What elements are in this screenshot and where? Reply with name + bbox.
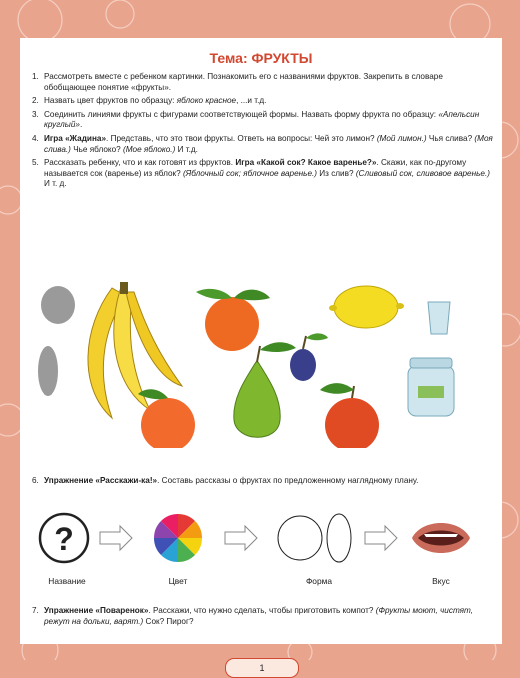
label-shape: Форма [305, 576, 333, 586]
peach-icon [138, 389, 195, 448]
mouth-icon [412, 523, 470, 553]
story-plan-row [20, 508, 502, 578]
task-7 [32, 606, 492, 627]
question-mark: ? [54, 521, 74, 557]
text-segment: Игра «Жадина» [44, 133, 107, 143]
text-segment: . Составь рассказы о фруктах по предложенному наглядному плану. [157, 476, 419, 485]
text-segment: (Фрукты моют, чистят, режут на дольки, варят.) [44, 606, 474, 626]
task-number: 2. [32, 96, 39, 106]
label-name: Название [48, 576, 86, 586]
text-segment: , ...и т.д. [236, 96, 267, 106]
text-segment: (Яблочный сок; яблочное варенье.) [182, 168, 317, 178]
glass-icon [428, 302, 450, 334]
label-color: Цвет [168, 576, 188, 586]
text-segment: Назвать цвет фруктов по образцу: [44, 96, 177, 106]
color-wheel-icon [154, 514, 202, 562]
page-number: 1 [225, 658, 299, 678]
text-segment: яблоко красное [176, 96, 237, 106]
orange-icon [196, 289, 270, 351]
plum-icon [290, 333, 328, 381]
label-taste: Вкус [432, 576, 450, 586]
task-text [44, 72, 494, 93]
text-segment: Рассказать ребенку, что и как готовят из фруктов. [44, 158, 236, 168]
text-segment: Из слив? [317, 168, 356, 178]
text-segment: . Скажи, как по-другому называется сок (варенье) из яблок? [44, 158, 467, 178]
task-list [32, 72, 494, 193]
task-text [44, 96, 494, 107]
task-text [44, 134, 494, 155]
worksheet-page [20, 38, 502, 673]
text-segment: (Сливовый сок, сливовое варенье.) [355, 168, 490, 178]
task-text [44, 110, 494, 131]
apple-icon [320, 383, 379, 448]
oval-shape-icon [327, 514, 351, 562]
circle-shape-icon [278, 516, 322, 560]
task-6 [32, 476, 492, 487]
task-number: 4. [32, 133, 39, 143]
text-segment: (Мой лимон.) [376, 133, 427, 143]
page-title: Тема: ФРУКТЫ [209, 50, 313, 66]
arrow-icon [100, 526, 397, 550]
gray-circle-shape [41, 286, 75, 324]
text-segment: (Мое яблоко.) [122, 144, 176, 154]
task-text [44, 476, 492, 487]
lemon-icon [329, 286, 404, 328]
text-segment: Сок? Пирог? [143, 616, 194, 626]
text-segment: Чья слива? [426, 133, 475, 143]
fruit-illustrations [20, 238, 502, 448]
task-item [32, 134, 494, 155]
text-segment: И т.д. [175, 144, 198, 154]
text-segment: (Моя слива.) [44, 133, 493, 154]
task-item [32, 72, 494, 93]
task-number: 6. [32, 476, 39, 485]
task-number: 7. [32, 606, 39, 615]
task-number: 1. [32, 72, 39, 81]
text-segment: Игра «Какой сок? Какое варенье?» [235, 158, 377, 168]
gray-oval-shape [38, 346, 58, 396]
pear-icon [234, 342, 296, 437]
text-segment: . Расскажи, что нужно сделать, чтобы приготовить компот? [148, 606, 376, 615]
task-item [32, 96, 494, 107]
text-segment: . [79, 120, 83, 130]
text-segment: Соединить линиями фрукты с фигурами соответствующей формы. Назвать форму фрукта по образцу: [44, 109, 439, 119]
text-segment: . Представь, что это твои фрукты. Ответь на вопросы: Чей это лимон? [106, 133, 377, 143]
task-item [32, 158, 494, 190]
task-item [32, 110, 494, 131]
jar-icon [408, 358, 454, 416]
text-segment: Упражнение «Расскажи-ка!» [44, 476, 158, 485]
task-text [44, 606, 492, 627]
task-number: 3. [32, 109, 39, 119]
text-segment: И т. д. [44, 179, 67, 189]
banana-icon [88, 282, 182, 418]
text-segment: Упражнение «Поваренок» [44, 606, 149, 615]
text-segment: Рассмотреть вместе с ребенком картинки. Познакомить его с названиями фруктов. Закрепить в словаре обобщающее понятие «фрукты». [44, 72, 443, 92]
task-number: 5. [32, 158, 39, 168]
text-segment: Чье яблоко? [70, 144, 123, 154]
text-segment: «Апельсин круглый» [44, 109, 480, 130]
task-text [44, 158, 494, 190]
